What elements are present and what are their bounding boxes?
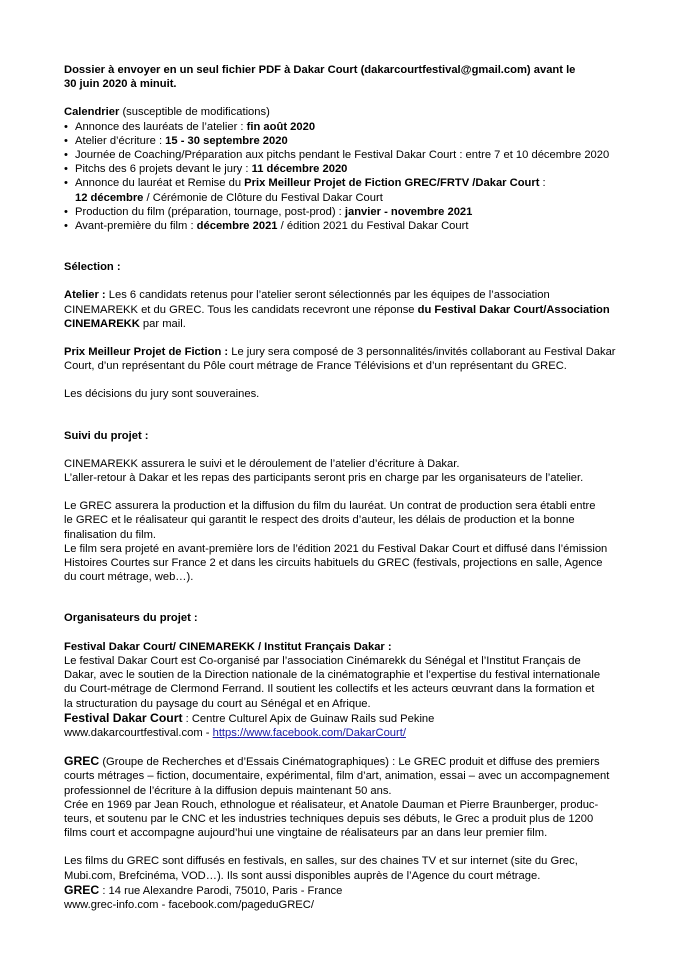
grec-web[interactable]: www.grec-info.com - facebook.com/pageduGREC/ [64,898,314,911]
festival-facebook-link[interactable]: https://www.facebook.com/DakarCourt/ [212,726,406,739]
festival-title: Festival Dakar Court/ CINEMAREKK / Institut Français Dakar : [64,640,392,653]
selection-atelier: CINEMAREKK par mail. [64,317,186,330]
calendar-item: • Annonce du lauréat et Remise du Prix Meilleur Projet de Fiction GREC/FRTV /Dakar Court : [64,176,644,190]
selection-heading: Sélection : [64,261,121,274]
festival-text: Dakar, avec le soutien de la Direction nationale de la cinématographie et l’expertise du festival internationale [64,669,601,682]
grec-text: Crée en 1969 par Jean Rouch, ethnologue et réalisateur, et Anatole Dauman et Pierre Braunberger, produc- [64,798,599,811]
calendar-list [64,120,644,234]
selection-prix: Prix Meilleur Projet de Fiction : Le jury sera composé de 3 personnalités/invités collaborant au Festival Dakar [64,346,616,359]
suivi-heading: Suivi du projet : [64,429,149,442]
grec-films: Les films du GREC sont diffusés en festivals, en salles, sur des chaines TV et sur internet (site du Grec, [64,855,578,868]
suivi-text: Histoires Courtes sur France 2 et dans les circuits habituels du GREC (festivals, projections en salle, Agence [64,557,603,570]
calendar-item: • Production du film (préparation, tournage, post-prod) : janvier - novembre 2021 [64,205,644,219]
calendar-item: 12 décembre / Cérémonie de Clôture du Festival Dakar Court [75,191,383,204]
document-body [64,63,644,912]
selection-prix: Court, d’un représentant du Pôle court métrage de France Télévisions et d’un représentant du GREC. [64,360,567,373]
grec-text: courts métrages – fiction, documentaire, expérimental, film d’art, animation, essai – avec un accompagnement [64,770,610,783]
grec-text: teurs, et soutenu par le CNC et les industries techniques depuis ses débuts, le Grec a produit plus de 1200 [64,812,594,825]
grec-text: films court et accompagne aujourd’hui une vingtaine de réalisateurs par an dans leur premier film. [64,827,548,840]
suivi-text: CINEMAREKK assurera le suivi et le déroulement de l’atelier d’écriture à Dakar. [64,457,460,470]
calendar-item: • Pitchs des 6 projets devant le jury : 11 décembre 2020 [64,162,644,176]
suivi-text: Le film sera projeté en avant-première lors de l’édition 2021 du Festival Dakar Court et diffusé dans l’émission [64,542,608,555]
selection-atelier: Atelier : Les 6 candidats retenus pour l’atelier seront sélectionnés par les équipes de l’association [64,289,550,302]
selection-atelier: CINEMAREKK et du GREC. Tous les candidats recevront une réponse du Festival Dakar Court/Association [64,303,610,316]
calendar-item: • Journée de Coaching/Préparation aux pitchs pendant le Festival Dakar Court : entre 7 et 10 décembre 2020 [64,148,644,162]
grec-text: GREC (Groupe de Recherches et d’Essais Cinématographiques) : Le GREC produit et diffuse des premiers [64,754,600,769]
grec-text: professionnel de l’écriture à la diffusion depuis maintenant 50 ans. [64,784,392,797]
suivi-text: finalisation du film. [64,528,157,541]
calendar-item: • Atelier d’écriture : 15 - 30 septembre 2020 [64,134,644,148]
festival-website[interactable]: www.dakarcourtfestival.com - [64,726,213,739]
suivi-text: Le GREC assurera la production et la diffusion du film du lauréat. Un contrat de production sera établi entre [64,500,596,513]
organisateurs-heading: Organisateurs du projet : [64,612,198,625]
grec-address: GREC : 14 rue Alexandre Parodi, 75010, Paris - France [64,882,343,897]
suivi-text: du court métrage, web…). [64,571,194,584]
grec-films: Mubi.com, Brefcinéma, VOD…). Ils sont aussi disponibles auprès de l’Agence du court métrage. [64,869,541,882]
festival-address: Festival Dakar Court : Centre Culturel Apix de Guinaw Rails sud Pekine [64,710,435,725]
intro-line: 30 juin 2020 à minuit. [64,78,177,91]
intro-line: Dossier à envoyer en un seul fichier PDF à Dakar Court (dakarcourtfestival@gmail.com) avant le [64,64,576,76]
suivi-text: le GREC et le réalisateur qui garantit le respect des droits d’auteur, les délais de production et la bonne [64,514,575,527]
festival-web [64,726,644,740]
festival-text: la structuration du paysage du court au Sénégal et en Afrique. [64,697,371,710]
suivi-text: L’aller-retour à Dakar et les repas des participants seront pris en charge par les organisateurs de l’atelier. [64,472,584,485]
festival-text: Le festival Dakar Court est Co-organisé par l’association Cinémarekk du Sénégal et l’Institut Français de [64,654,581,667]
calendar-heading: Calendrier (susceptible de modifications) [64,106,270,119]
calendar-item: • Avant-première du film : décembre 2021 / édition 2021 du Festival Dakar Court [64,219,644,233]
calendar-item: • Annonce des lauréats de l’atelier : fin août 2020 [64,120,644,134]
festival-text: du Court-métrage de Clermond Ferrand. Il soutient les collectifs et les acteurs œuvrant dans la formation et [64,683,595,696]
selection-decisions: Les décisions du jury sont souveraines. [64,388,260,401]
